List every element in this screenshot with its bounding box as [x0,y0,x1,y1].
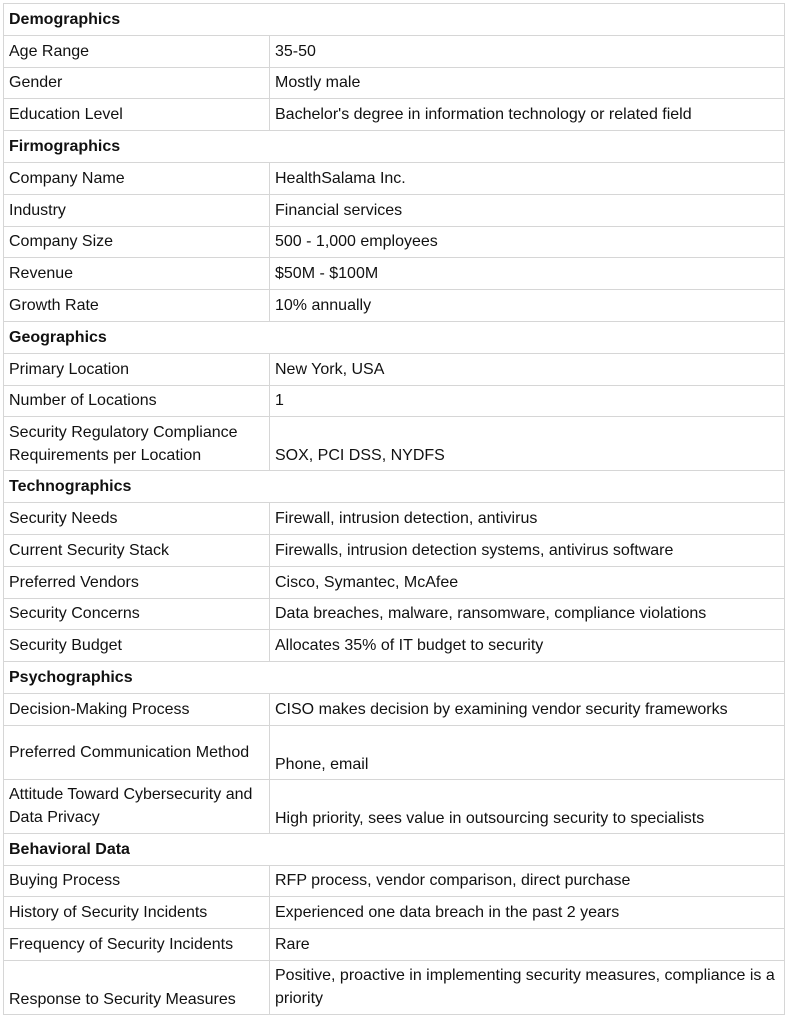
table-row [4,534,785,566]
row-label: Current Security Stack [4,534,270,566]
row-label: Revenue [4,258,270,290]
table-row [4,258,785,290]
row-label: History of Security Incidents [4,897,270,929]
section-title: Firmographics [4,131,785,163]
table-row [4,779,785,833]
row-value: SOX, PCI DSS, NYDFS [270,417,785,471]
row-label: Gender [4,67,270,99]
row-value: Firewalls, intrusion detection systems, antivirus software [270,534,785,566]
row-value: HealthSalama Inc. [270,162,785,194]
row-label: Security Budget [4,630,270,662]
section-title: Geographics [4,321,785,353]
table-row [4,417,785,471]
table-row [4,353,785,385]
row-label: Education Level [4,99,270,131]
row-value: CISO makes decision by examining vendor security frameworks [270,693,785,725]
row-label: Security Regulatory Compliance Requirements per Location [4,417,270,471]
row-label: Company Size [4,226,270,258]
row-value: $50M - $100M [270,258,785,290]
section-header-psychographics [4,662,785,694]
row-value: 500 - 1,000 employees [270,226,785,258]
row-label: Primary Location [4,353,270,385]
row-value: Bachelor's degree in information technology or related field [270,99,785,131]
row-label: Buying Process [4,865,270,897]
section-header-firmographics [4,131,785,163]
row-label: Security Needs [4,503,270,535]
row-value: Financial services [270,194,785,226]
row-label: Industry [4,194,270,226]
table-row [4,566,785,598]
row-value: Mostly male [270,67,785,99]
row-label: Growth Rate [4,290,270,322]
row-value: Firewall, intrusion detection, antivirus [270,503,785,535]
section-title: Demographics [4,4,785,36]
section-title: Technographics [4,471,785,503]
table-row [4,290,785,322]
row-label: Decision-Making Process [4,693,270,725]
row-value: Data breaches, malware, ransomware, compliance violations [270,598,785,630]
row-value: Experienced one data breach in the past 2 years [270,897,785,929]
table-row [4,99,785,131]
table-row [4,385,785,417]
section-header-technographics [4,471,785,503]
row-label: Security Concerns [4,598,270,630]
table-row [4,67,785,99]
row-label: Frequency of Security Incidents [4,929,270,961]
section-header-demographics [4,4,785,36]
table-row [4,693,785,725]
row-value: Allocates 35% of IT budget to security [270,630,785,662]
table-row [4,897,785,929]
section-title: Psychographics [4,662,785,694]
row-value: 1 [270,385,785,417]
row-label: Number of Locations [4,385,270,417]
row-label: Company Name [4,162,270,194]
section-title: Behavioral Data [4,833,785,865]
row-value: Positive, proactive in implementing security measures, compliance is a priority [270,960,785,1014]
row-value: New York, USA [270,353,785,385]
row-label: Preferred Vendors [4,566,270,598]
row-value: 10% annually [270,290,785,322]
row-value: High priority, sees value in outsourcing security to specialists [270,779,785,833]
row-value: Rare [270,929,785,961]
table-row [4,226,785,258]
row-label: Attitude Toward Cybersecurity and Data Privacy [4,779,270,833]
table-row [4,194,785,226]
row-value: Cisco, Symantec, McAfee [270,566,785,598]
row-value: RFP process, vendor comparison, direct purchase [270,865,785,897]
row-value: Phone, email [270,725,785,779]
table-row [4,598,785,630]
table-row [4,929,785,961]
table-row [4,162,785,194]
table-row [4,960,785,1014]
table-row [4,35,785,67]
table-row [4,865,785,897]
section-header-behavioral-data [4,833,785,865]
table-row [4,630,785,662]
row-label: Age Range [4,35,270,67]
row-label: Response to Security Measures [4,960,270,1014]
row-label: Preferred Communication Method [4,725,270,779]
section-header-geographics [4,321,785,353]
table-row [4,725,785,779]
table-row [4,503,785,535]
persona-table [3,3,785,1015]
row-value: 35-50 [270,35,785,67]
